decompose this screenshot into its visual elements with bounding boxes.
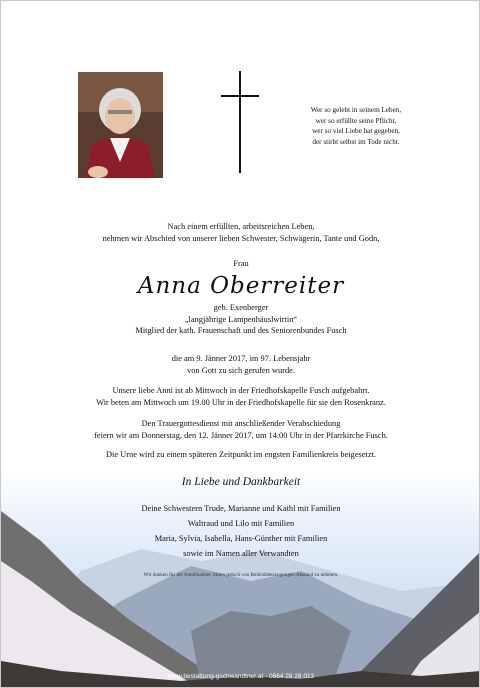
maiden-name: geb. Exenberger: [213, 303, 269, 312]
mourner-line: Waltraud und Lilo mit Familien: [187, 519, 295, 528]
wake-line: Wir beten am Mittwoch um 19.00 Uhr in der Friedhofskapelle für sie den Rosenkranz.: [96, 397, 386, 407]
portrait-photo: [78, 72, 163, 178]
poem-line: Wer so gelebt in seinem Leben,: [310, 106, 402, 114]
intro-line: nehmen wir Abschied von unserer lieben Schwester, Schwägerin, Tante und Godn,: [102, 233, 380, 243]
service-line: Den Trauergottesdienst mit anschließender Verabschiedung: [141, 419, 341, 428]
deceased-name: Anna Oberreiter: [137, 273, 345, 299]
memberships: Mitglied der kath. Frauenschaft und des Seniorenbundes Fusch: [135, 326, 347, 335]
mourner-line: Maria, Sylvia, Isabella, Hans-Günther mit Familien: [154, 534, 328, 543]
cross-icon-bar: [221, 95, 259, 97]
poem-line: wer so viel Liebe hat gegeben,: [312, 127, 400, 135]
death-notice: [1, 353, 480, 376]
mourner-line: Deine Schwestern Trude, Marianne und Kathl mit Familien: [141, 504, 341, 513]
wake-info: [1, 385, 480, 408]
thanks-note: Wir danken für die Anteilnahme, bitten jedoch von Beileidsbezeugungen Abstand zu nehmen.: [143, 572, 339, 578]
cross-icon: [239, 71, 241, 173]
mourner-line: sowie im Namen aller Verwandten: [183, 549, 299, 558]
footer-contact: www.bestattung-gschwandtner.at · 0664 28 28 013: [167, 673, 315, 680]
nickname-title: „langjährige Lampenhäuslwirtin“: [184, 314, 298, 324]
service-line: feiern wir am Donnerstag, den 12. Jänner 2017, um 14.00 Uhr in der Pfarrkirche Fusch.: [94, 430, 388, 440]
portrait-image: [78, 72, 163, 178]
poem-line: wer so erfüllte seine Pflicht,: [315, 116, 397, 125]
urn-info: Die Urne wird zu einem späteren Zeitpunkt im engsten Familienkreis beigesetzt.: [105, 450, 376, 459]
mourners: [1, 501, 480, 561]
death-line: von Gott zu sich gerufen wurde.: [187, 365, 295, 375]
service-info: [1, 418, 480, 441]
poem-line: der stirbt selbst im Tode nicht.: [312, 137, 400, 146]
poem: [291, 105, 421, 147]
death-line: die am 9. Jänner 2017, im 97. Lebensjahr: [171, 354, 311, 363]
intro-line: Nach einem erfüllten, arbeitsreichen Leben,: [167, 222, 315, 231]
salutation: Frau: [233, 259, 249, 268]
intro-text: [1, 221, 480, 244]
closing-phrase: In Liebe und Dankbarkeit: [181, 476, 301, 488]
details: [1, 302, 480, 337]
wake-line: Unsere liebe Anni ist ab Mittwoch in der Friedhofskapelle Fusch aufgebahrt.: [112, 386, 370, 395]
